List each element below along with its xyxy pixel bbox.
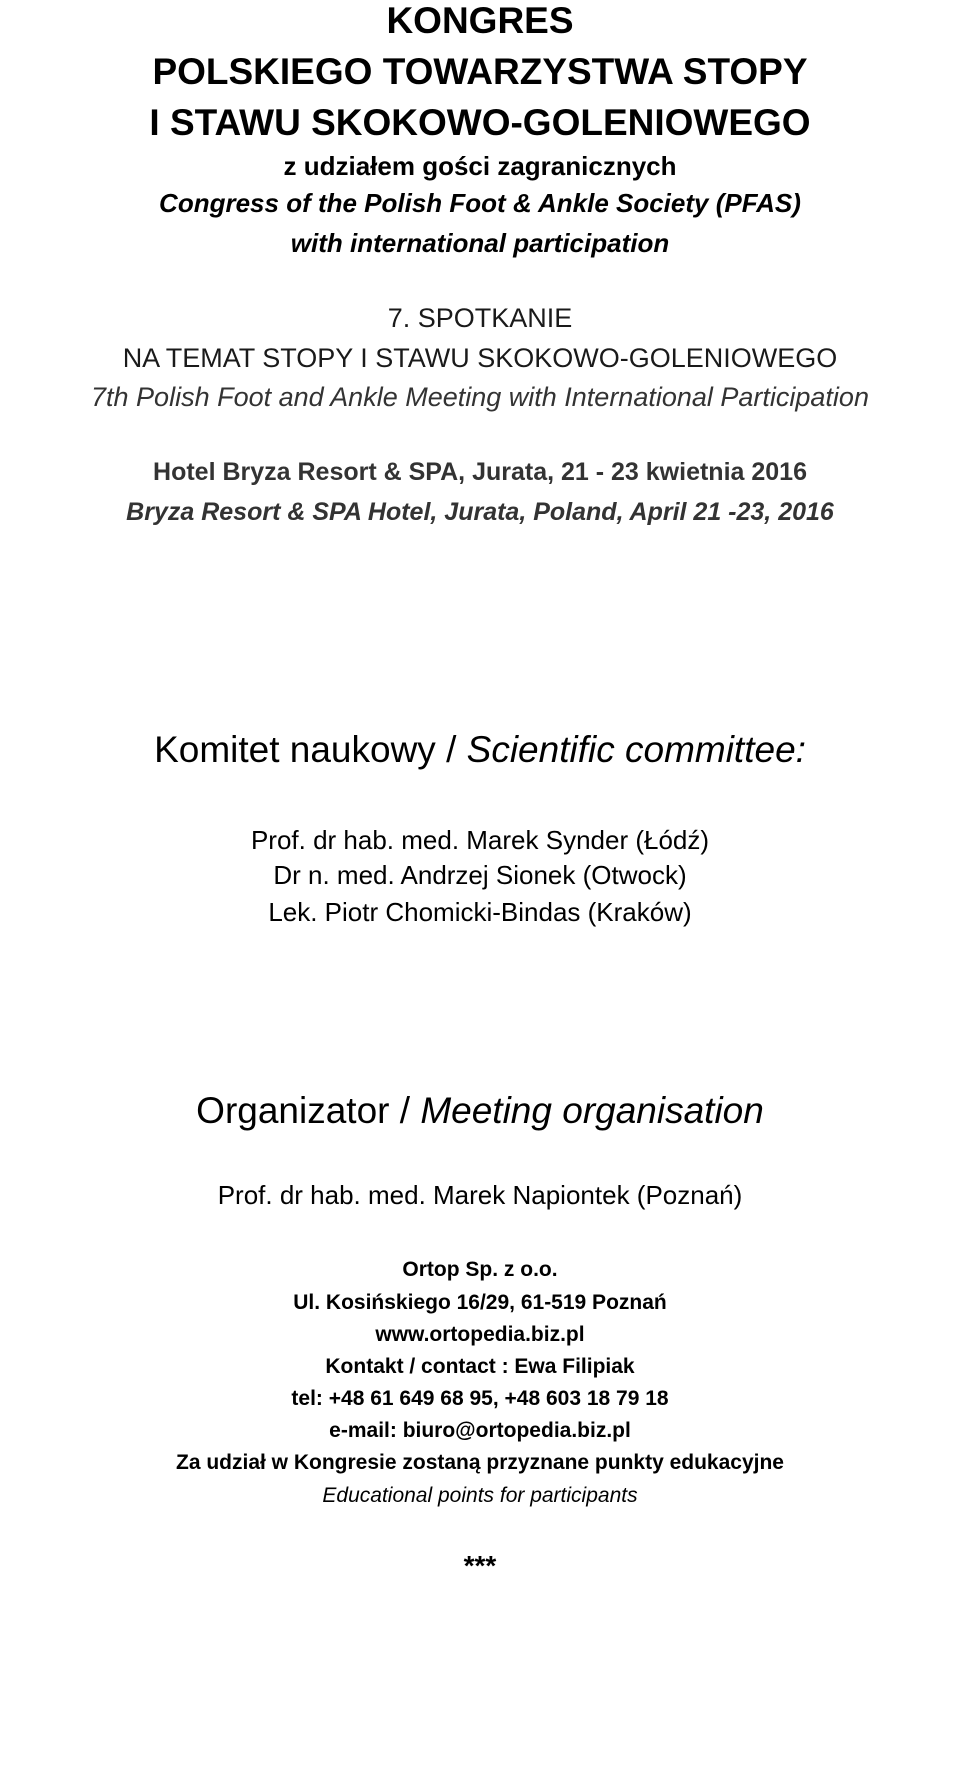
- meeting-title-english: 7th Polish Foot and Ankle Meeting with International Participation: [91, 382, 869, 412]
- committee-member: Lek. Piotr Chomicki-Bindas (Kraków): [268, 897, 692, 927]
- organizer-name: Prof. dr hab. med. Marek Napiontek (Poznań): [217, 1180, 743, 1210]
- organisation-heading-polish: Organizator /: [196, 1090, 421, 1131]
- congress-title-line-1: KONGRES: [386, 0, 574, 41]
- company-name: Ortop Sp. z o.o.: [402, 1258, 558, 1281]
- congress-title-line-3: I STAWU SKOKOWO-GOLENIOWEGO: [149, 102, 811, 143]
- company-website: www.ortopedia.biz.pl: [375, 1323, 585, 1346]
- meeting-title-line-1: 7. SPOTKANIE: [387, 303, 573, 333]
- subtitle-english-line-1: Congress of the Polish Foot & Ankle Society (PFAS): [159, 188, 801, 218]
- committee-heading-polish: Komitet naukowy /: [154, 729, 467, 770]
- company-address: Ul. Kosińskiego 16/29, 61-519 Poznań: [293, 1291, 667, 1314]
- subtitle-polish: z udziałem gości zagranicznych: [283, 151, 677, 181]
- contact-phone: tel: +48 61 649 68 95, +48 603 18 79 18: [291, 1387, 669, 1410]
- organisation-heading: [0, 1092, 960, 1129]
- subtitle-english-line-2: with international participation: [290, 228, 670, 258]
- contact-email: e-mail: biuro@ortopedia.biz.pl: [329, 1419, 631, 1442]
- committee-heading-english: Scientific committee:: [466, 729, 806, 770]
- organisation-heading-english: Meeting organisation: [420, 1090, 764, 1131]
- committee-member: Prof. dr hab. med. Marek Synder (Łódź): [250, 825, 710, 855]
- congress-title-line-2: POLSKIEGO TOWARZYSTWA STOPY: [152, 51, 808, 92]
- contact-person: Kontakt / contact : Ewa Filipiak: [325, 1355, 635, 1378]
- meeting-title-line-2: NA TEMAT STOPY I STAWU SKOKOWO-GOLENIOWEGO: [122, 343, 838, 373]
- committee-member: Dr n. med. Andrzej Sionek (Otwock): [273, 860, 687, 890]
- venue-english: Bryza Resort & SPA Hotel, Jurata, Poland, April 21 -23, 2016: [126, 498, 834, 526]
- venue-polish: Hotel Bryza Resort & SPA, Jurata, 21 - 23 kwietnia 2016: [153, 458, 807, 486]
- education-points-polish: Za udział w Kongresie zostaną przyznane punkty edukacyjne: [176, 1451, 784, 1474]
- footer-separator: ***: [463, 1550, 497, 1581]
- committee-heading: [0, 731, 960, 768]
- education-points-english: Educational points for participants: [322, 1484, 638, 1507]
